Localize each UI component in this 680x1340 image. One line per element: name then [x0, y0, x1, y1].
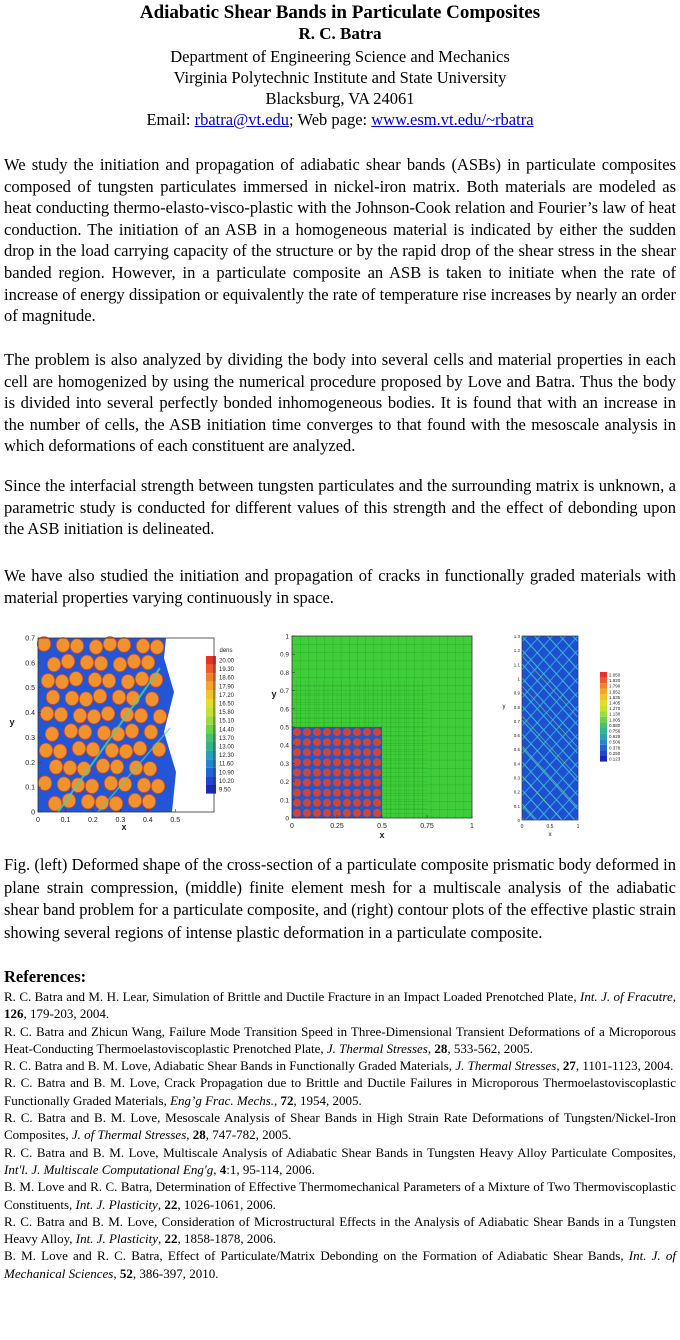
- figure-middle-fe-mesh: [262, 612, 480, 844]
- legend-swatch: [600, 756, 607, 762]
- legend-swatch: [600, 750, 607, 756]
- legend-value: 12.30: [219, 753, 235, 760]
- particulate: [47, 657, 60, 672]
- legend-swatch: [600, 672, 607, 678]
- reference-item: R. C. Batra and M. H. Lear, Simulation of Brittle and Ductile Fracture in an Impact Loaded Prenotched Plate, Int. J. of Fracutre, 126, 179-203, 2004.: [4, 989, 676, 1022]
- particulate: [363, 769, 371, 777]
- particulate: [343, 809, 351, 817]
- legend-swatch: [206, 742, 216, 751]
- legend-swatch: [206, 699, 216, 708]
- particulate: [151, 779, 164, 794]
- particulate: [353, 748, 361, 756]
- y-tick-label: 1.2: [513, 648, 520, 654]
- x-tick-label: 0.5: [546, 824, 554, 830]
- particulate: [363, 809, 371, 817]
- y-tick-label: 1: [517, 676, 520, 682]
- y-tick-label: 0.6: [279, 706, 289, 714]
- particulate: [118, 777, 131, 792]
- y-tick-label: 0.4: [513, 761, 520, 767]
- particulate: [313, 728, 321, 736]
- legend-value: 0.250: [609, 750, 621, 756]
- particulate: [69, 672, 82, 687]
- x-tick-label: 0.2: [88, 817, 98, 824]
- particulate: [373, 728, 381, 736]
- legend-swatch: [206, 708, 216, 717]
- particulate: [373, 758, 381, 766]
- particulate: [333, 789, 341, 797]
- legend-value: 14.40: [219, 727, 235, 734]
- particulate: [94, 656, 107, 671]
- particulate: [313, 758, 321, 766]
- y-tick-label: 0.3: [279, 760, 289, 768]
- legend-swatch: [206, 759, 216, 768]
- abstract-paragraph-2: The problem is also analyzed by dividing the body into several cells and material properties in each cell are homogenized by using the numerical procedure proposed by Love and Batra. Thus the body is divided into several perfectly bonded inhomogeneous bodies. It is found that with an increase in the number of cells, the ASB initiation time converges to that found with the mesoscale analysis in which deformations of each constituent are analyzed.: [4, 350, 676, 456]
- abstract-paragraph-4: We have also studied the initiation and propagation of cracks in functionally graded materials with material properties varying continuously in space.: [4, 566, 676, 607]
- particulate: [56, 638, 69, 653]
- particulate: [333, 769, 341, 777]
- legend-swatch: [600, 734, 607, 740]
- particulate: [113, 657, 126, 672]
- particulate: [303, 728, 311, 736]
- particulate: [136, 639, 149, 654]
- legend-swatch: [600, 739, 607, 745]
- email-link[interactable]: rbatra@vt.edu: [194, 110, 290, 129]
- particulate: [73, 708, 86, 723]
- particulate: [80, 655, 93, 670]
- figure-row: [0, 612, 680, 844]
- legend-swatch: [206, 776, 216, 785]
- legend-value: 0.628: [609, 734, 621, 740]
- reference-item: R. C. Batra and B. M. Love, Consideration of Microstructural Effects in the Analysis of Adiabatic Shear Bands in a Tungsten Heavy Alloy, Int. J. Plasticity, 22, 1858-1878, 2006.: [4, 1213, 676, 1247]
- particulate: [57, 777, 70, 792]
- particulate: [293, 728, 301, 736]
- particulate: [363, 758, 371, 766]
- particulate: [104, 776, 117, 791]
- reference-item: B. M. Love and R. C. Batra, Effect of Particulate/Matrix Debonding on the Formation of Adiabatic Shear Bands, Int. J. of Mechanical Sciences, 52, 386-397, 2010.: [4, 1248, 676, 1281]
- particulate: [343, 799, 351, 807]
- x-tick-label: 1: [576, 824, 580, 830]
- legend-value: 13.70: [219, 735, 235, 742]
- particulate: [81, 794, 94, 809]
- reference-item: R. C. Batra and B. M. Love, Crack Propagation due to Brittle and Ductile Failures in Microporous Thermoelastoviscoplastic Functionally Graded Materials, Eng’g Frac. Mechs., 72, 1954, 2005.: [4, 1075, 676, 1108]
- legend-swatch: [206, 751, 216, 760]
- legend-swatch: [600, 700, 607, 706]
- particulate: [102, 674, 115, 689]
- legend-swatch: [600, 711, 607, 717]
- y-tick-label: 0.1: [513, 803, 520, 809]
- legend-value: 1.270: [609, 706, 621, 712]
- density-legend: [206, 648, 235, 794]
- particulate: [293, 779, 301, 787]
- particulate: [363, 728, 371, 736]
- particulate: [333, 779, 341, 787]
- particulate: [303, 738, 311, 746]
- particulate: [303, 799, 311, 807]
- legend-value: 16.50: [219, 701, 235, 708]
- y-tick-label: 0.7: [25, 635, 35, 643]
- author-name: R. C. Batra: [298, 24, 382, 43]
- legend-swatch: [206, 673, 216, 682]
- particulate: [363, 748, 371, 756]
- legend-value: 11.60: [219, 761, 234, 768]
- particulate: [353, 769, 361, 777]
- particulate: [373, 779, 381, 787]
- reference-item: R. C. Batra and B. M. Love, Adiabatic Shear Bands in Functionally Graded Materials, J. Thermal Stresses, 27, 1101-1123, 2004.: [4, 1058, 674, 1074]
- particulate: [353, 789, 361, 797]
- legend-swatch: [600, 722, 607, 728]
- particulate: [293, 748, 301, 756]
- y-tick-label: 0.6: [25, 660, 35, 668]
- y-tick-label: 0.2: [25, 759, 35, 767]
- legend-swatch: [600, 683, 607, 689]
- particulate: [38, 776, 51, 791]
- legend-swatch: [206, 725, 216, 734]
- y-tick-label: 0.3: [25, 734, 35, 742]
- y-tick-label: 0.4: [279, 742, 289, 750]
- particulate: [134, 708, 147, 723]
- particulate: [144, 725, 157, 740]
- y-tick-label: 0.4: [25, 710, 35, 718]
- particulate: [303, 789, 311, 797]
- particulate: [103, 637, 116, 652]
- x-tick-label: 0: [290, 823, 294, 830]
- particulate: [110, 760, 123, 775]
- particulate: [135, 672, 148, 687]
- legend-value: 17.20: [219, 692, 235, 699]
- y-tick-label: 0.6: [513, 733, 520, 739]
- particulate: [40, 706, 53, 721]
- particulate: [128, 793, 141, 808]
- y-tick-label: 0.2: [513, 789, 520, 795]
- mask: [578, 612, 680, 844]
- legend-value: 0.123: [609, 756, 621, 762]
- particulate: [141, 655, 154, 670]
- particulate: [45, 727, 58, 742]
- particulate: [323, 738, 331, 746]
- particulate: [323, 799, 331, 807]
- strain-legend: [600, 672, 621, 762]
- particulate: [142, 794, 155, 809]
- x-tick-label: 0.5: [377, 823, 387, 830]
- legend-value: 9.50: [219, 787, 231, 794]
- legend-value: 13.00: [219, 744, 235, 751]
- reference-item: B. M. Love and R. C. Batra, Determination of Effective Thermomechanical Parameters of a Mixture of Two Thermoviscoplastic Constituents, Int. J. Plasticity, 22, 1026-1061, 2006.: [4, 1179, 676, 1212]
- y-tick-label: 0.5: [279, 724, 289, 732]
- x-tick-label: 0: [36, 817, 40, 824]
- reference-item: R. C. Batra and B. M. Love, Mesoscale Analysis of Shear Bands in High Strain Rate Deformations of Tungsten/Nickel-Iron Composites, J. of Thermal Stresses, 28, 747-782, 2005.: [4, 1110, 676, 1143]
- particulate: [373, 809, 381, 817]
- x-tick-label: 0.1: [60, 817, 71, 824]
- figure-left-density-contour: [0, 612, 252, 844]
- particulate: [323, 748, 331, 756]
- legend-swatch: [206, 665, 216, 674]
- legend-value: 1.405: [609, 700, 621, 706]
- particulate: [61, 654, 74, 669]
- particulate: [137, 778, 150, 793]
- particulate: [323, 779, 331, 787]
- particulate: [353, 758, 361, 766]
- particulate: [125, 724, 138, 739]
- y-tick-label: 0.8: [513, 704, 520, 710]
- x-tick-label: 0.3: [115, 817, 126, 824]
- y-tick-label: 0.7: [279, 688, 289, 696]
- legend-value: 1.652: [609, 689, 621, 695]
- particulate: [323, 769, 331, 777]
- x-axis-label: x: [121, 822, 127, 832]
- legend-swatch: [600, 706, 607, 712]
- x-tick-label: 0.25: [330, 823, 344, 830]
- legend-swatch: [600, 728, 607, 734]
- particulate: [121, 675, 134, 690]
- legend-swatch: [206, 656, 216, 665]
- y-tick-label: 0: [31, 809, 35, 817]
- legend-value: 18.60: [219, 675, 235, 682]
- figure-right-plastic-strain: [498, 612, 680, 844]
- particulate: [313, 789, 321, 797]
- legend-value: 1.920: [609, 678, 621, 684]
- x-tick-label: 0: [520, 824, 524, 830]
- particulate: [88, 673, 101, 688]
- particulate: [353, 738, 361, 746]
- particulate: [145, 692, 158, 707]
- mask: [498, 612, 522, 844]
- legend-swatch: [600, 678, 607, 684]
- particulate: [37, 637, 50, 652]
- particulate: [333, 799, 341, 807]
- particulate: [313, 809, 321, 817]
- reference-item: R. C. Batra and B. M. Love, Multiscale Analysis of Adiabatic Shear Bands in Tungsten Heavy Alloy Particulate Composites, Int'l. J. Multiscale Computational Eng'g, 4:1, 95-114, 2006.: [4, 1144, 676, 1177]
- particulate: [39, 743, 52, 758]
- particulate: [70, 639, 83, 654]
- y-tick-label: 1: [285, 633, 289, 641]
- particulate: [313, 738, 321, 746]
- particulate: [313, 769, 321, 777]
- y-tick-label: 0.9: [513, 690, 520, 696]
- y-tick-label: 0.5: [25, 685, 35, 693]
- legend-value: 0.506: [609, 739, 621, 745]
- legend-value: 0.378: [609, 745, 621, 751]
- particulate: [72, 741, 85, 756]
- legend-value: 10.20: [219, 778, 235, 785]
- particulate: [101, 706, 114, 721]
- legend-value: 1.005: [609, 717, 621, 723]
- legend-value: 15.10: [219, 718, 235, 725]
- affiliation-location: Blacksburg, VA 24061: [265, 89, 415, 108]
- particulate: [333, 758, 341, 766]
- figure-caption: Fig. (left) Deformed shape of the cross-section of a particulate composite prismatic body deformed in plane strain compression, (middle) finite element mesh for a multiscale analysis of the adiabatic shear band problem for a particulate composite, and (right) contour plots of the effective plastic strain showing several regions of intense plastic deformation in a particulate composite.: [4, 855, 676, 942]
- particulate: [153, 709, 166, 724]
- particulate: [313, 799, 321, 807]
- y-axis-label: y: [502, 704, 506, 710]
- legend-value: 20.00: [219, 658, 235, 665]
- particulate: [313, 748, 321, 756]
- x-tick-label: 1: [470, 823, 474, 830]
- y-tick-label: 0.2: [279, 779, 289, 787]
- particulate: [353, 728, 361, 736]
- particulate: [41, 674, 54, 689]
- legend-swatch: [206, 768, 216, 777]
- legend-value: 0.880: [609, 722, 621, 728]
- x-axis-label: x: [379, 830, 385, 840]
- particulate: [78, 725, 91, 740]
- particulate: [63, 761, 76, 776]
- particulate: [353, 809, 361, 817]
- legend-value: 2.050: [609, 672, 621, 678]
- legend-value: 1.790: [609, 683, 621, 689]
- y-tick-label: 0.7: [513, 718, 520, 724]
- particulate: [97, 726, 110, 741]
- particulate: [293, 789, 301, 797]
- legend-swatch: [206, 682, 216, 691]
- contact-line: [0, 109, 680, 130]
- particulate: [152, 742, 165, 757]
- y-tick-label: 0.1: [279, 797, 289, 805]
- particulate: [373, 738, 381, 746]
- x-tick-label: 0.4: [142, 817, 153, 824]
- particulate: [293, 809, 301, 817]
- legend-value: 19.30: [219, 667, 235, 674]
- abstract-paragraph-1: We study the initiation and propagation of adiabatic shear bands (ASBs) in particulate composites composed of tungsten particulates immersed in nickel-iron matrix. Both materials are modeled as heat conducting thermo-elasto-visco-plastic with the Johnson-Cook relation and Fourier’s law of heat conduction. The initiation of an ASB in a homogeneous material is indicated by either the sudden drop in the load carrying capacity of the structure or by the rapid drop of the shear stress in the shear banded region. However, in a particulate composite an ASB is taken to initiate when the rate of increase of energy dissipation or equivalently the rate of temperature rise increases by nearly an order of magnitude.: [4, 155, 676, 326]
- y-axis-label: y: [271, 689, 277, 699]
- x-axis-label: x: [548, 832, 552, 838]
- particulate: [53, 744, 66, 759]
- y-tick-label: 0.1: [25, 784, 35, 792]
- particulate: [323, 728, 331, 736]
- particulate: [143, 762, 156, 777]
- affiliation-department: Department of Engineering Science and Mechanics: [170, 47, 510, 66]
- affiliation-university: Virginia Polytechnic Institute and State University: [173, 68, 507, 87]
- legend-value: 15.80: [219, 710, 235, 717]
- y-tick-label: 0.9: [279, 651, 289, 659]
- particulate: [333, 748, 341, 756]
- x-tick-label: 0.75: [420, 823, 434, 830]
- particulate: [303, 769, 311, 777]
- particulate: [55, 675, 68, 690]
- legend-value: 10.90: [219, 770, 235, 777]
- particulate: [363, 738, 371, 746]
- x-tick-label: 0.5: [170, 817, 181, 824]
- particulate: [363, 799, 371, 807]
- particulate: [373, 799, 381, 807]
- legend-swatch: [600, 745, 607, 751]
- mask: [498, 612, 680, 636]
- legend-swatch: [206, 733, 216, 742]
- particulate: [109, 796, 122, 811]
- particulate: [150, 640, 163, 655]
- particulate: [303, 809, 311, 817]
- particulate: [363, 789, 371, 797]
- y-tick-label: 0.8: [279, 669, 289, 677]
- particulate: [323, 758, 331, 766]
- particulate: [343, 789, 351, 797]
- legend-swatch: [600, 717, 607, 723]
- particulate: [303, 748, 311, 756]
- particulate: [119, 744, 132, 759]
- references-heading: References:: [4, 967, 87, 986]
- y-axis-label: y: [9, 717, 15, 727]
- particulate: [303, 758, 311, 766]
- particulate: [85, 779, 98, 794]
- particulate: [353, 779, 361, 787]
- particulate: [313, 779, 321, 787]
- legend-title: dens: [219, 648, 233, 654]
- particulate: [343, 779, 351, 787]
- particulate: [117, 638, 130, 653]
- particulate: [373, 748, 381, 756]
- particulate: [127, 654, 140, 669]
- particulate: [133, 741, 146, 756]
- particulate: [343, 738, 351, 746]
- particulate: [353, 799, 361, 807]
- references-list: [4, 988, 676, 1282]
- particulate: [293, 769, 301, 777]
- mask: [498, 820, 680, 844]
- particulate: [65, 691, 78, 706]
- particulate: [323, 789, 331, 797]
- web-page-link[interactable]: www.esm.vt.edu/~rbatra: [371, 110, 534, 129]
- particulate: [64, 724, 77, 739]
- legend-value: 1.535: [609, 694, 621, 700]
- particulate: [373, 789, 381, 797]
- legend-swatch: [600, 694, 607, 700]
- legend-swatch: [206, 785, 216, 794]
- particulate: [323, 809, 331, 817]
- y-tick-label: 0.3: [513, 775, 520, 781]
- particulate: [333, 738, 341, 746]
- y-tick-label: 1.3: [513, 634, 520, 639]
- legend-swatch: [600, 689, 607, 695]
- particulate: [333, 728, 341, 736]
- reference-item: R. C. Batra and Zhicun Wang, Failure Mode Transition Speed in Three-Dimensional Transient Deformations of a Microporous Heat-Conducting Thermoelastoviscoplastic Prenotched Plate, J. Thermal Stresses, 28, 533-562, 2005.: [4, 1023, 676, 1056]
- legend-swatch: [206, 690, 216, 699]
- particulate: [373, 769, 381, 777]
- legend-swatch: [206, 716, 216, 725]
- particulate: [54, 707, 67, 722]
- abstract-paragraph-3: Since the interfacial strength between tungsten particulates and the surrounding matrix is unknown, a parametric study is conducted for different values of this strength and the effect of debonding upon the ASB initiation is delineated.: [4, 476, 676, 539]
- y-tick-label: 0: [517, 818, 520, 823]
- particulate: [96, 759, 109, 774]
- web-label: ; Web page:: [289, 110, 372, 129]
- legend-value: 17.90: [219, 684, 235, 691]
- particulate: [343, 769, 351, 777]
- particulate: [343, 748, 351, 756]
- particulate: [303, 779, 311, 787]
- particulate: [87, 709, 100, 724]
- paper-title: Adiabatic Shear Bands in Particulate Composites: [139, 2, 541, 23]
- particulate: [343, 758, 351, 766]
- particulate: [343, 728, 351, 736]
- email-label: Email:: [146, 110, 195, 129]
- particulate: [105, 743, 118, 758]
- particulate: [49, 760, 62, 775]
- particulate: [363, 779, 371, 787]
- particulate: [46, 690, 59, 705]
- particulate: [79, 692, 92, 707]
- particulate: [112, 690, 125, 705]
- y-tick-label: 0.5: [513, 747, 520, 753]
- particulate: [293, 758, 301, 766]
- particulate: [93, 689, 106, 704]
- legend-value: 1.130: [609, 711, 621, 717]
- y-tick-label: 1.1: [513, 662, 520, 668]
- legend-value: 0.756: [609, 728, 621, 734]
- particulate: [89, 640, 102, 655]
- y-tick-label: 0: [285, 815, 289, 823]
